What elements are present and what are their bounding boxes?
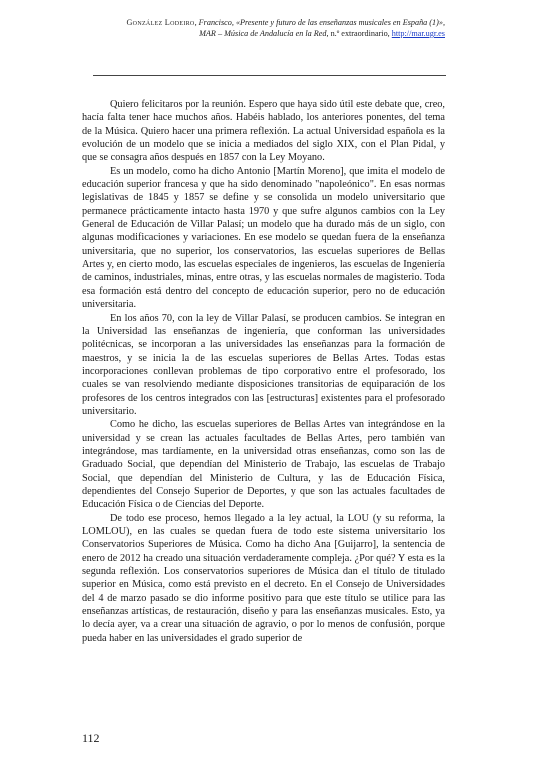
paragraph: Quiero felicitaros por la reunión. Espero que haya sido útil este debate que, creo, hacía falta tener hace muchos años. Habéis hablado, los anteriores ponentes, del tema de la Música. Quiero hacer una primera reflexión. La actual Universidad española es la evolución de un modelo que se inicia a mediados del siglo XIX, con el Plan Pidal, y que se consagra años después en 1857 con la Ley Moyano. — [82, 99, 445, 164]
citation-line-2 — [45, 28, 445, 39]
header-issue: , n.º extraordinario, — [326, 29, 392, 38]
header-journal: MAR – Música de Andalucía en la Red — [199, 29, 327, 38]
paragraph: De todo ese proceso, hemos llegado a la ley actual, la LOU (y su reforma, la LOMLOU), en las cuales se quedan fuera de todo este sistema universitario los Conservatorios Superiores de Música. Como ha dicho Ana [Guijarro], la sentencia de enero de 2012 ha creado una situación verdaderamente compleja. ¿Por qué? Y esta es la segunda reflexión. Los conservatorios superiores de Música dan el título de titulado superior en Música, como está previsto en el decreto. En el Consejo de Universidades del 4 de marzo pasado se dio informe positivo para que este título se utilice para las enseñanzas artísticas, de restauración, diseño y para las enseñanzas musicales. Esto, ya lo decía ayer, va a crear una situación de agravio, o por lo menos de confusión, porque pueda haber en las universidades el grado superior de — [82, 512, 445, 644]
citation-line-1 — [45, 17, 445, 28]
running-header — [45, 17, 445, 39]
header-divider — [93, 75, 446, 76]
header-url-link[interactable]: http://mar.ugr.es — [391, 29, 445, 38]
paragraph: En los años 70, con la ley de Villar Palasí, se producen cambios. Se integran en la Universidad las enseñanzas de ingeniería, que conforman las universidades politécnicas, se incorporan a las universidades las enseñanzas para la formación de maestros, y se inicia la de las escuelas superiores de Bellas Artes. Todas estas incorporaciones conllevan problemas de tipo corporativo entre el profesorado, los cuales se van resolviendo mediante disposiciones transitorias de equiparación de los profesores de los centros integrados con las [estructuras] existentes para el profesorado universitario. — [82, 312, 445, 417]
header-citation: , Francisco, «Presente y futuro de las enseñanzas musicales en España (1)», — [194, 18, 445, 27]
article-body — [82, 98, 445, 645]
page-number: 112 — [82, 731, 100, 745]
paragraph: Como he dicho, las escuelas superiores de Bellas Artes van integrándose en la universidad y se crean las actuales facultades de Bellas Artes, pero también van integrándose, mas tardíamente, en la universidad otras enseñanzas, como son las de Graduado Social, que dependían del Ministerio de Trabajo, las escuelas de Trabajo Social, que dependían del Ministerio de Cultura, y las de Educación Física, dependientes del Consejo Superior de Deportes, y que son las actuales facultades de Educación Física o de Ciencias del Deporte. — [82, 419, 445, 511]
paragraph: Es un modelo, como ha dicho Antonio [Martín Moreno], que imita el modelo de educación superior francesa y que ha sido denominado "napoleónico". En esas normas legislativas de 1845 y 1857 se define y se consolida un modelo universitario que permanece prácticamente intacto hasta 1970 y que sufre algunos cambios con la Ley General de Educación de Villar Palasí; un modelo que ha durado más de un siglo, con algunas modificaciones y variaciones. En ese modelo se quedan fuera de la enseñanza universitaria, que no superior, los conservatorios, las escuelas superiores de Bellas Artes y, en cierto modo, las escuelas especiales de ingenieros, las escuelas de Ingeniería de caminos, industriales, minas, entre otras, y las escuelas normales de magisterio. Toda esa formación está dentro del concepto de educación superior, pero no de educación universitaria. — [82, 165, 445, 311]
header-author: González Lodeiro — [126, 18, 195, 27]
